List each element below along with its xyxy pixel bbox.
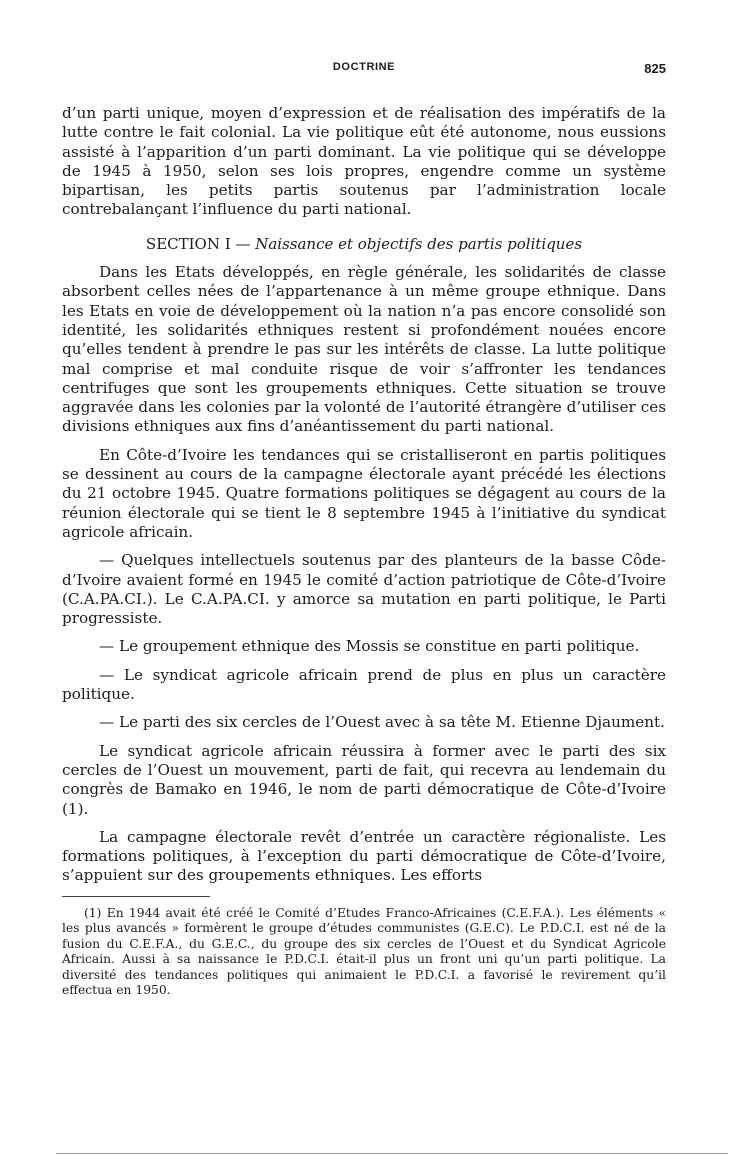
list-item: — Le groupement ethnique des Mossis se constitue en parti politique. — [99, 637, 640, 656]
section-title: Naissance et objectifs des partis politiques — [255, 234, 583, 253]
page-number: 825 — [644, 61, 666, 76]
page-bottom-line — [56, 1153, 728, 1154]
footnote — [62, 906, 666, 998]
paragraph: En Côte-d’Ivoire les tendances qui se cristalliseront en partis politiques se dessinent au cours de la campagne électorale ayant précédé les élections du 21 octobre 1945. Quatre formations politiques se dégagent au cours de la réunion électorale qui se tient le 8 septembre 1945 à l’initiative du syndicat agricole africain. — [62, 445, 666, 541]
list-item: — Le syndicat agricole africain prend de plus en plus un caractère politique. — [62, 665, 666, 704]
paragraph-continued: d’un parti unique, moyen d’expression et de réalisation des impératifs de la lutte contre le fait colonial. La vie politique eût été autonome, nous eussions assisté à l’apparition d’un parti dominant. La vie politique qui se développe de 1945 à 1950, selon ses lois propres, engendre comme un système bipartisan, les petits partis soutenus par l’administration locale contrebalançant l’influence du parti national. — [62, 104, 666, 219]
footnote-divider — [62, 896, 210, 897]
page-header — [62, 61, 666, 81]
section-label: SECTION I — — [145, 234, 256, 253]
section-heading — [62, 235, 666, 254]
running-title: DOCTRINE — [332, 61, 396, 73]
paragraph: La campagne électorale revêt d’entrée un caractère régionaliste. Les formations politiques, à l’exception du parti démocratique de Côte-d’Ivoire, s’appuient sur des groupements ethniques. Les efforts — [62, 827, 666, 885]
body-text — [62, 104, 666, 886]
paragraph: Dans les Etats développés, en règle générale, les solidarités de classe absorbent celles nées de l’appartenance à un même groupe ethnique. Dans les Etats en voie de développement où la nation n’a pas encore consolidé son identité, les solidarités ethniques restent si profondément nouées encore qu’elles tendent à prendre le pas sur les intérêts de classe. La lutte politique mal comprise et mal conduite risque de voir s’affronter les tendances centrifuges que sont les groupements ethniques. Cette situation se trouve aggravée dans les colonies par la volonté de l’autorité étrangère d’utiliser ces divisions ethniques aux fins d’anéantissement du parti national. — [62, 263, 666, 436]
footnote-text: (1) En 1944 avait été créé le Comité d’Etudes Franco-Africaines (C.E.F.A.). Les éléments « les plus avancés » formèrent le groupe d’études communistes (G.E.C). Le P.D.C.I. est né de la fusion du C.E.F.A., du G.E.C., du groupe des six cercles de l’Ouest et du Syndicat Agricole Africain. Aussi à sa naissance le P.D.C.I. était-il plus un front uni qu’un parti politique. La diversité des tendances politiques qui animaient le P.D.C.I. a favorisé le revirement qu’il effectua en 1950. — [62, 906, 666, 998]
list-item: — Quelques intellectuels soutenus par des planteurs de la basse Côde-d’Ivoire avaient formé en 1945 le comité d’action patriotique de Côte-d’Ivoire (C.A.PA.CI.). Le C.A.PA.CI. y amorce sa mutation en parti politique, le Parti progressiste. — [62, 551, 666, 628]
list-item: — Le parti des six cercles de l’Ouest avec à sa tête M. Etienne Djaument. — [99, 713, 665, 732]
paragraph: Le syndicat agricole africain réussira à former avec le parti des six cercles de l’Ouest un mouvement, parti de fait, qui recevra au lendemain du congrès de Bamako en 1946, le nom de parti démocratique de Côte-d’Ivoire (1). — [62, 741, 666, 818]
